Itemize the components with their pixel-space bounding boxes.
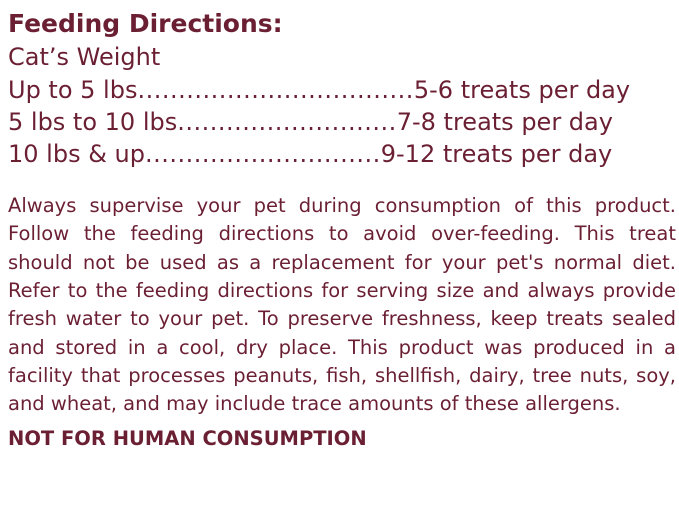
warning-paragraph [8,192,676,418]
table-row [8,75,673,107]
dot-leader: .................................. [137,76,414,105]
weight-label: 5 lbs to 10 lbs [8,107,178,136]
dot-leader: ........................... [177,107,397,136]
page-title: Feeding Directions: [8,9,283,38]
table-row [8,107,673,139]
warning-text: Always supervise your pet during consumption of this product. Follow the feeding directions to avoid over-feeding. This treat should not be used as a replacement for your pet's normal diet. Refer to the feeding directions for serving size and always provide fresh water to your pet. To preserve freshness, keep treats sealed and stored in a cool, dry place. This product was produced in a facility that processes peanuts, fish, shellfish, dairy, tree nuts, soy, and wheat, and may include trace amounts of these allergens. [8,194,676,416]
cat-weight-subheading: Cat’s Weight [8,43,161,71]
not-for-human-consumption-notice: NOT FOR HUMAN CONSUMPTION [8,427,367,451]
weight-label: 10 lbs & up [8,139,145,168]
feeding-table [8,75,673,170]
weight-label: Up to 5 lbs [8,76,138,105]
table-row [8,139,673,171]
amount-value: 9-12 treats per day [380,139,613,168]
dot-leader: ............................. [145,139,381,168]
amount-value: 5-6 treats per day [413,76,631,105]
amount-value: 7-8 treats per day [396,107,613,136]
